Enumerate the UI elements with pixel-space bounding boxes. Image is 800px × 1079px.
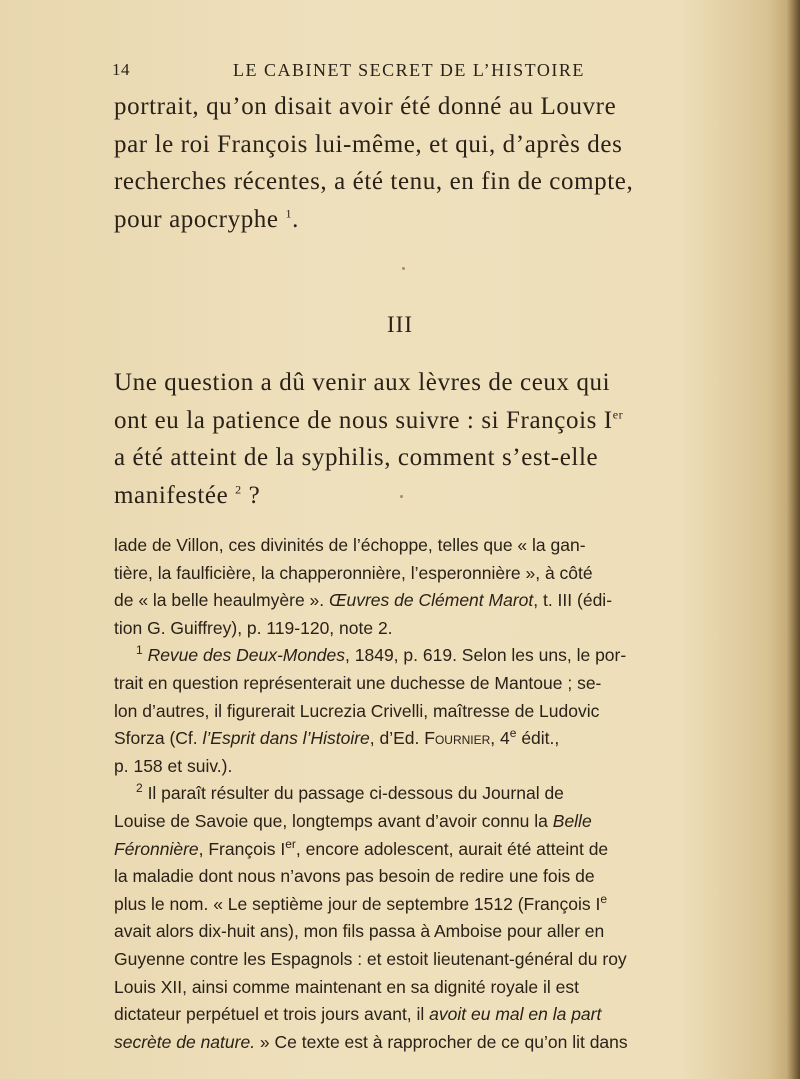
text-segment: , 4	[490, 728, 510, 749]
text-segment: , François I	[198, 838, 286, 859]
book-title: Féronnière	[114, 838, 199, 859]
ink-speck	[402, 267, 405, 270]
page-header	[112, 60, 702, 86]
footnote-2-line: la maladie dont nous n’avons pas besoin de redire une fois de	[114, 866, 595, 887]
quoted-italic: secrète de nature.	[114, 1031, 256, 1052]
text-segment: » Ce texte est à rapprocher de ce qu’on lit dans	[255, 1031, 628, 1052]
footnote-ref-1: 1	[285, 206, 293, 221]
text-segment: édit.,	[516, 728, 560, 749]
footnote-line: lade de Villon, ces divinités de l’échoppe, telles que « la gan-	[114, 535, 586, 555]
paragraph-1-line: par le roi François lui-même, et qui, d’après des	[114, 130, 623, 158]
text-segment: plus le nom. « Le septième jour de septembre 1512 (François I	[114, 893, 601, 914]
footnote-2-line	[114, 836, 700, 864]
text-segment: Sforza (Cf.	[114, 728, 203, 749]
edition-superscript: e	[509, 726, 517, 741]
footnote-2-line: Louis XII, ainsi comme maintenant en sa dignité royale il est	[114, 976, 579, 997]
paragraph-2-line: a été atteint de la syphilis, comment s’est-elle	[114, 444, 599, 471]
text-segment: , encore adolescent, aurait été atteint de	[295, 838, 609, 859]
text-segment: dictateur perpétuel et trois jours avant, il	[114, 1004, 430, 1025]
page-edge-shadow	[786, 0, 800, 1079]
footnote-1-marker: 1	[136, 643, 143, 658]
page-number: 14	[112, 60, 130, 79]
footnote-line: tière, la faulficière, la chapperonnière, l’esperonnière », à côté	[114, 562, 593, 583]
text-segment: , d’Ed.	[369, 728, 425, 749]
text-segment: de « la belle heaulmyère ».	[114, 590, 329, 611]
text-segment: ont eu la patience de nous suivre : si François I	[114, 406, 613, 434]
footnote-1-line	[114, 642, 700, 670]
paragraph-1-line: recherches récentes, a été tenu, en fin de compte,	[114, 168, 634, 195]
text-segment: pour apocryphe	[114, 205, 279, 233]
footnote-2-line	[114, 808, 700, 836]
quoted-italic: avoit eu mal en la part	[429, 1004, 602, 1025]
footnote-2-line: avait alors dix-huit ans), mon fils passa à Amboise pour aller en	[114, 921, 605, 942]
footnote-ref-2: 2	[235, 482, 242, 497]
author-name: Fournier	[424, 728, 491, 749]
regnal-superscript: er	[285, 836, 296, 851]
footnote-2-line: Guyenne contre les Espagnols : et estoit lieutenant-général du roy	[114, 948, 627, 969]
paragraph-2-line	[114, 402, 700, 440]
text-segment: Il paraît résulter du passage ci-dessous du Journal de	[147, 783, 564, 804]
regnal-superscript: er	[612, 407, 624, 422]
footnote-line: tion G. Guiffrey), p. 119-120, note 2.	[114, 617, 393, 638]
footnote-2-line	[114, 1029, 700, 1057]
book-title: Œuvres de Clément Marot	[329, 590, 534, 611]
paragraph-1-last-line	[114, 201, 700, 239]
text-segment: ?	[241, 481, 261, 509]
footnote-2-line	[114, 780, 700, 808]
book-title: l’Esprit dans l’Histoire	[202, 728, 370, 749]
footnote-line	[114, 587, 700, 615]
footnote-1-line: trait en question représenterait une duchesse de Mantoue ; se-	[114, 672, 602, 693]
footnote-1-line: p. 158 et suiv.).	[114, 755, 233, 776]
paragraph-2-line: Une question a dû venir aux lèvres de ceux qui	[114, 369, 611, 396]
regnal-superscript: e	[600, 891, 608, 906]
paragraph-1-line: portrait, qu’on disait avoir été donné au Louvre	[114, 93, 617, 120]
footnote-2-line	[114, 1001, 700, 1029]
text-segment: , 1849, p. 619. Selon les uns, le por-	[345, 645, 627, 666]
text-segment: Louise de Savoie que, longtemps avant d’avoir connu la	[114, 810, 553, 831]
text-segment: , t. III (édi-	[533, 590, 613, 611]
paragraph-2-last-line	[114, 477, 700, 515]
footnotes	[114, 532, 700, 1056]
text-segment: manifestée	[114, 481, 229, 509]
paragraph-2	[114, 364, 700, 514]
footnote-2-line	[114, 891, 700, 919]
book-title: Belle	[552, 810, 592, 831]
footnote-1-line	[114, 725, 700, 753]
footnote-1-line: lon d’autres, il figurerait Lucrezia Crivelli, maîtresse de Ludovic	[114, 700, 600, 721]
journal-title: Revue des Deux-Mondes	[147, 645, 346, 666]
footnote-2-marker: 2	[136, 781, 143, 796]
text-segment: .	[292, 205, 299, 233]
paragraph-1	[114, 88, 700, 238]
ink-speck	[400, 495, 403, 498]
running-title: LE CABINET SECRET DE L’HISTOIRE	[233, 60, 585, 80]
section-heading: III	[387, 312, 413, 337]
